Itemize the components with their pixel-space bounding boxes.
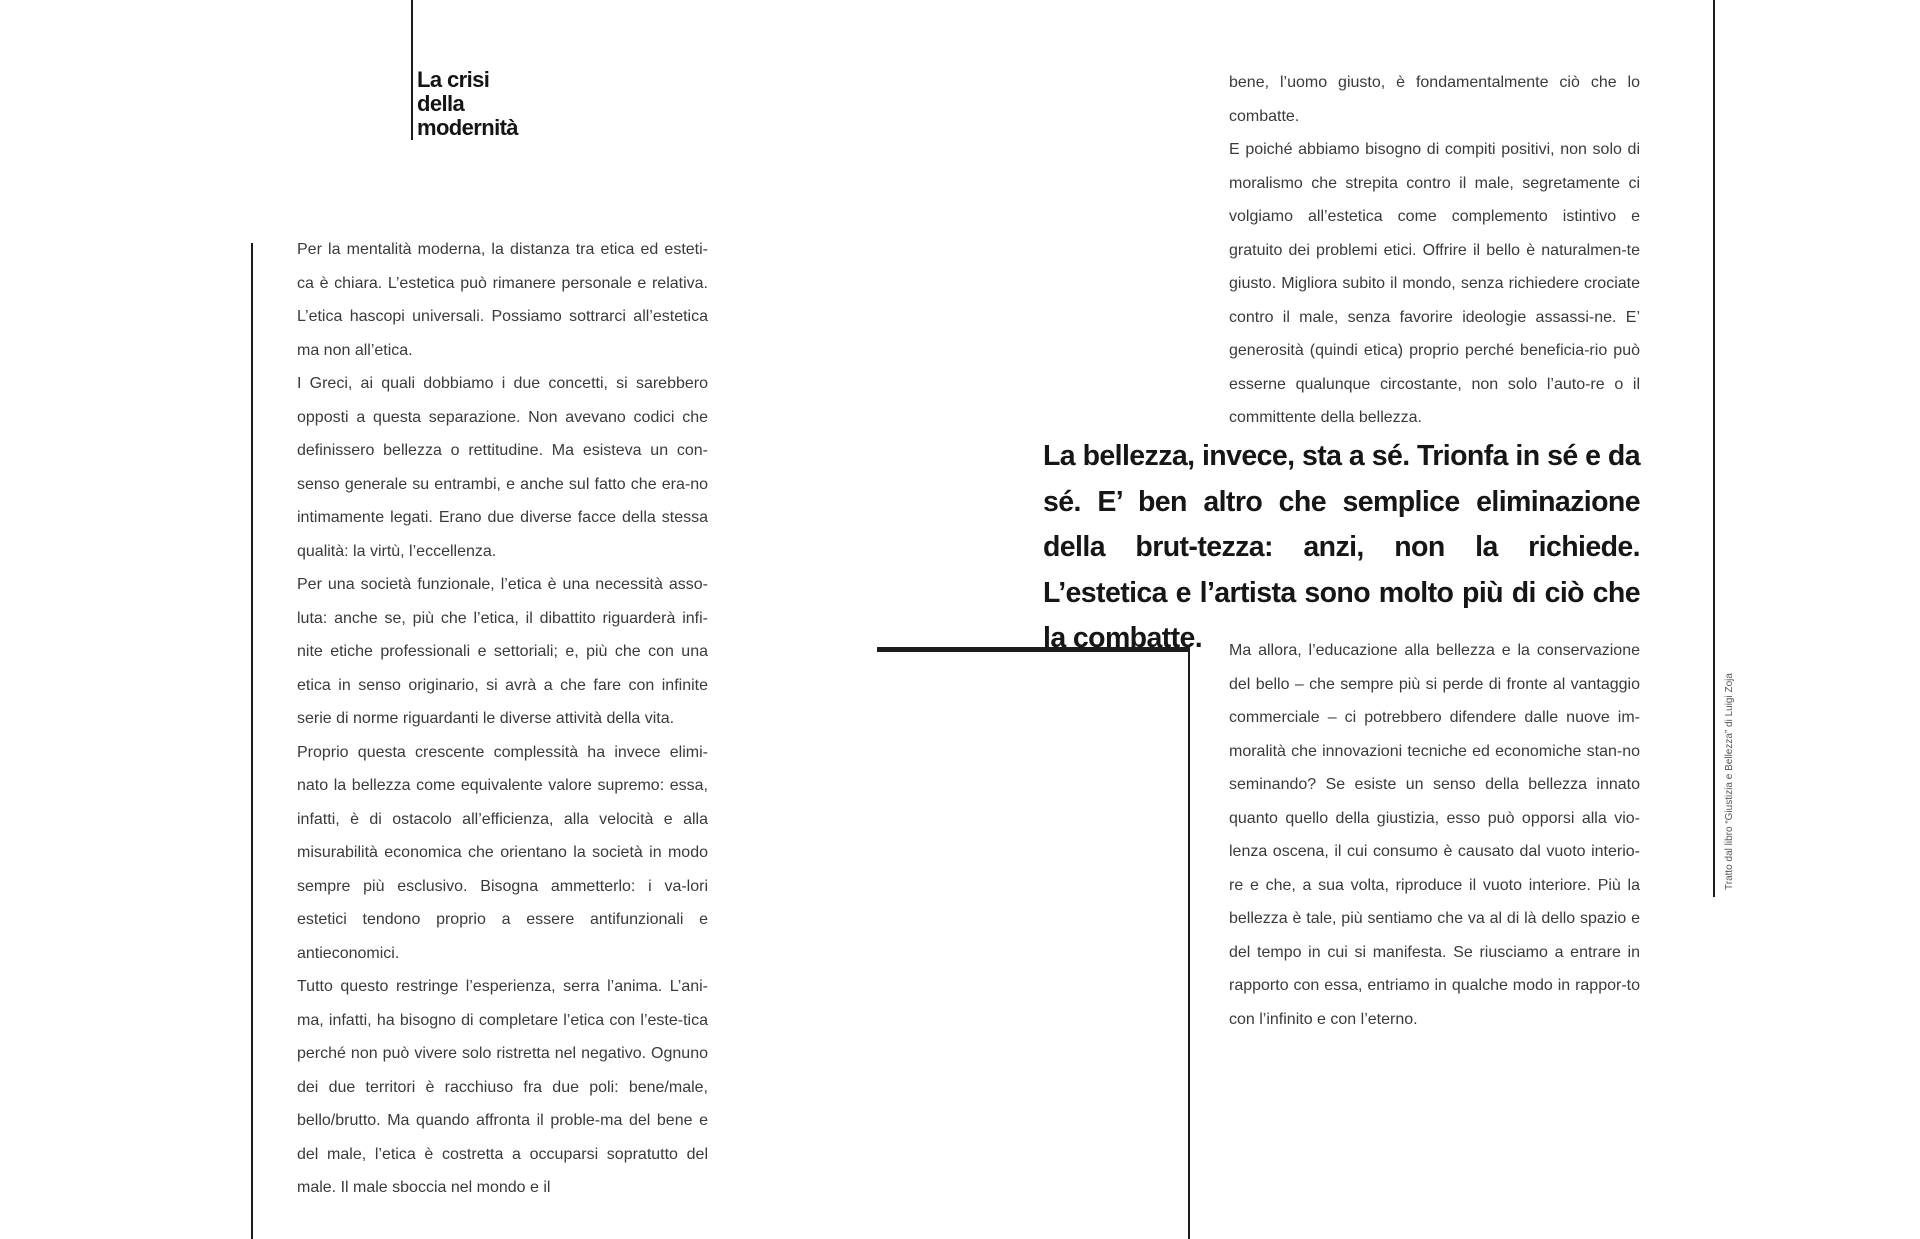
right-text-column-bottom xyxy=(1229,634,1640,1036)
paragraph: Per una società funzionale, l’etica è una necessità asso-luta: anche se, più che l’etica, il dibattito riguarderà infi-nite etiche professionali e settoriali; e, più che con una etica in senso originario, si avrà a che fare con infinite serie di norme riguardanti le diverse attività della vita. xyxy=(297,576,708,727)
left-column-rule xyxy=(251,243,253,1239)
paragraph: E poiché abbiamo bisogno di compiti positivi, non solo di moralismo che strepita contro il male, segretamente ci volgiamo all’estetica come complemento istintivo e gratuito dei problemi etici. Offrire il bello è naturalmen-te giusto. Migliora subito il mondo, senza richiedere crociate contro il male, senza favorire ideologie assassi-ne. E’ generosità (quindi etica) proprio perché beneficia-rio può esserne qualunque circostante, non solo l’auto-re o il committente della bellezza. xyxy=(1229,141,1640,426)
paragraph: bene, l’uomo giusto, è fondamentalmente ciò che lo combatte. xyxy=(1229,74,1640,125)
right-drop-rule xyxy=(1188,647,1190,1239)
title-line-3: modernità xyxy=(417,115,518,140)
paragraph: Tutto questo restringe l’esperienza, serra l’anima. L’ani-ma, infatti, ha bisogno di completare l’etica con l’este-tica perché non può vivere solo ristretta nel negativo. Ognuno dei due territori è racchiuso fra due poli: bene/male, bello/brutto. Ma quando affronta il proble-ma del bene e del male, l’etica è costretta a occuparsi sopratutto del male. Il male sboccia nel mondo e il xyxy=(297,978,708,1196)
paragraph: Ma allora, l’educazione alla bellezza e la conservazione del bello – che sempre più si perde di fronte al vantaggio commerciale – ci potrebbero difendere dalle nuove im-moralità che innovazioni tecniche ed economiche stan-no seminando? Se esiste un senso della bellezza innato quanto quello della giustizia, esso può opporsi alla vio-lenza oscena, il cui consumo è causato dal vuoto interio-re e che, a sua volta, riproduce il vuoto interiore. Più la bellezza è tale, più sentiamo che va al di là dello spazio e del tempo in cui si manifesta. Se riusciamo a entrare in rapporto con essa, entriamo in qualche modo in rappor-to con l’infinito e con l’eterno. xyxy=(1229,642,1640,1028)
right-text-column-top xyxy=(1229,66,1640,435)
page-title xyxy=(417,68,518,140)
pull-quote: La bellezza, invece, sta a sé. Trionfa in sé e da sé. E’ ben altro che semplice eliminazione della brut-tezza: anzi, non la richiede. L’estetica e l’artista sono molto più di ciò che la combatte. xyxy=(1043,440,1640,654)
paragraph: Per la mentalità moderna, la distanza tra etica ed esteti-ca è chiara. L’estetica può rimanere personale e relativa. L’etica hascopi universali. Possiamo sottrarci all’estetica ma non all’etica. xyxy=(297,241,708,359)
title-line-2: della xyxy=(417,91,465,116)
title-rule xyxy=(411,0,413,140)
left-text-column xyxy=(297,233,708,1205)
title-line-1: La crisi xyxy=(417,67,490,92)
paragraph: I Greci, ai quali dobbiamo i due concetti, si sarebbero opposti a questa separazione. Non avevano codici che definissero bellezza o rettitudine. Ma esisteva un con-senso generale su entrambi, e anche sul fatto che era-no intimamente legati. Erano due diverse facce della stessa qualità: la virtù, l’eccellenza. xyxy=(297,375,708,560)
paragraph: Proprio questa crescente complessità ha invece elimi-nato la bellezza come equivalente valore supremo: essa, infatti, è di ostacolo all’efficienza, alla velocità e alla misurabilità economica che orientano la società in modo sempre più esclusivo. Bisogna ammetterlo: i va-lori estetici tendono proprio a essere antifunzionali e antieconomici. xyxy=(297,743,708,962)
right-edge-rule xyxy=(1713,0,1715,897)
source-credit: Tratto dal libro “Giustizia e Bellezza” di Luigi Zoja xyxy=(1724,673,1735,890)
